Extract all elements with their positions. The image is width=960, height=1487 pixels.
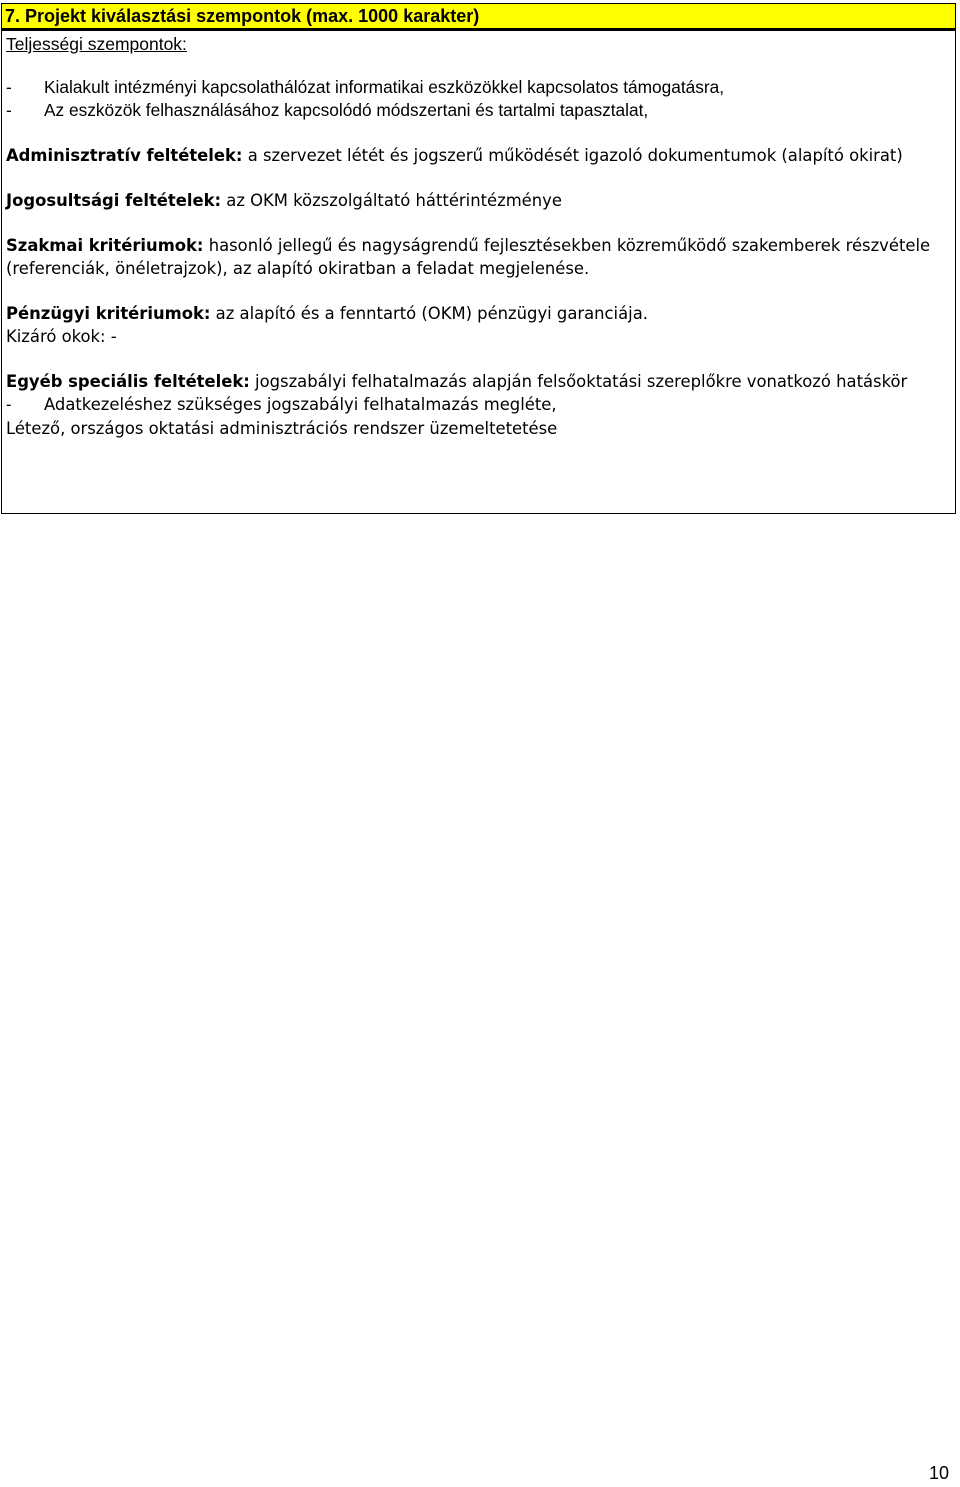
eligibility-text: az OKM közszolgáltató háttérintézménye	[221, 191, 562, 210]
exclusion-paragraph: Kizáró okok: -	[6, 327, 117, 346]
administrative-text: a szervezet létét és jogszerű működését igazoló dokumentumok (alapító okirat)	[242, 146, 903, 165]
bullet-list	[6, 76, 955, 122]
other-bullet-text: Adatkezeléshez szükséges jogszabályi felhatalmazás megléte,	[44, 395, 557, 414]
eligibility-label: Jogosultsági feltételek:	[6, 191, 222, 210]
other-text: jogszabályi felhatalmazás alapján felsőoktatási szereplőkre vonatkozó hatáskör	[249, 372, 908, 391]
financial-text: az alapító és a fenntartó (OKM) pénzügyi garanciája.	[210, 304, 648, 323]
final-line: Létező, országos oktatási adminisztrációs rendszer üzemeltetetése	[6, 419, 558, 438]
administrative-label: Adminisztratív feltételek:	[6, 146, 243, 165]
eligibility-paragraph	[6, 189, 955, 212]
professional-paragraph	[6, 234, 955, 280]
bullet-dash: -	[6, 100, 12, 120]
section-content	[2, 31, 955, 440]
other-paragraph	[6, 370, 955, 393]
bullet-text: Kialakult intézményi kapcsolathálózat informatikai eszközökkel kapcsolatos támogatásra,	[44, 77, 725, 97]
other-label: Egyéb speciális feltételek:	[6, 372, 250, 391]
list-item	[6, 99, 955, 122]
page-number: 10	[929, 1463, 950, 1483]
bullet-dash: -	[6, 396, 12, 414]
selection-criteria-box	[1, 3, 956, 514]
subtitle: Teljességi szempontok:	[6, 34, 187, 54]
professional-label: Szakmai kritériumok:	[6, 236, 204, 255]
financial-label: Pénzügyi kritériumok:	[6, 304, 211, 323]
professional-text: hasonló jellegű és nagyságrendű fejlesztésekben közreműködő szakemberek részvétele (referenciák, önéletrajzok), az alapító okiratban a feladat megjelenése.	[6, 236, 931, 278]
administrative-paragraph	[6, 144, 955, 167]
financial-paragraph	[6, 302, 955, 325]
list-item	[6, 76, 955, 99]
bullet-dash: -	[6, 77, 12, 97]
other-bullet	[6, 393, 955, 417]
section-title: 7. Projekt kiválasztási szempontok (max. 1000 karakter)	[2, 4, 955, 31]
bullet-text: Az eszközök felhasználásához kapcsolódó módszertani és tartalmi tapasztalat,	[44, 100, 649, 120]
